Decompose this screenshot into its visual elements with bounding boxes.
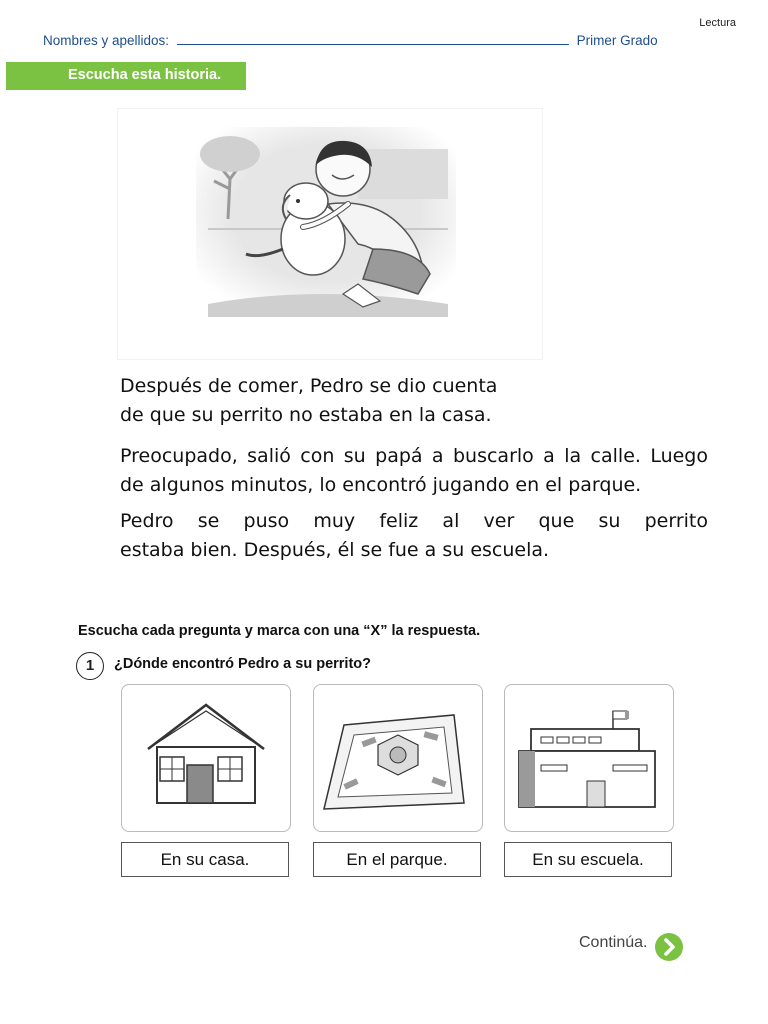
next-button[interactable]: [655, 933, 683, 961]
story-illustration: [117, 108, 543, 360]
option-label-escuela[interactable]: En su escuela.: [504, 842, 672, 877]
option-card-park[interactable]: [313, 684, 483, 832]
story-line-6: estaba bien. Después, él se fue a su escuela.: [120, 539, 550, 561]
continue-label[interactable]: Continúa.: [579, 934, 648, 951]
option-label-casa[interactable]: En su casa.: [121, 842, 289, 877]
story-line-1: Después de comer, Pedro se dio cuenta: [120, 375, 498, 397]
subject-label: Lectura: [699, 17, 736, 29]
school-icon: [505, 685, 673, 831]
student-name-line: [43, 32, 658, 48]
instruction-text: Escucha cada pregunta y marca con una “X” la respuesta.: [78, 623, 481, 639]
story-line-4: de algunos minutos, lo encontró jugando en el parque.: [120, 474, 642, 496]
story-line-2: de que su perrito no estaba en la casa.: [120, 404, 492, 426]
house-icon: [122, 685, 290, 831]
question-text: ¿Dónde encontró Pedro a su perrito?: [114, 656, 371, 672]
option-card-house[interactable]: [121, 684, 291, 832]
question-number: 1: [76, 652, 104, 680]
option-label-parque[interactable]: En el parque.: [313, 842, 481, 877]
option-card-school[interactable]: [504, 684, 674, 832]
name-label: Nombres y apellidos:: [43, 33, 170, 48]
park-icon: [314, 685, 482, 831]
banner-label: Escucha esta historia.: [68, 67, 222, 83]
boy-hugging-dog-illustration: [118, 109, 542, 359]
section-banner: [6, 62, 246, 90]
story-line-5: Pedro se puso muy feliz al ver que su perrito: [120, 510, 708, 532]
story-line-3: Preocupado, salió con su papá a buscarlo a la calle. Luego: [120, 445, 708, 467]
grade-label: Primer Grado: [576, 33, 658, 48]
name-blank-field[interactable]: [177, 32, 569, 45]
chevron-right-icon: [655, 933, 683, 961]
